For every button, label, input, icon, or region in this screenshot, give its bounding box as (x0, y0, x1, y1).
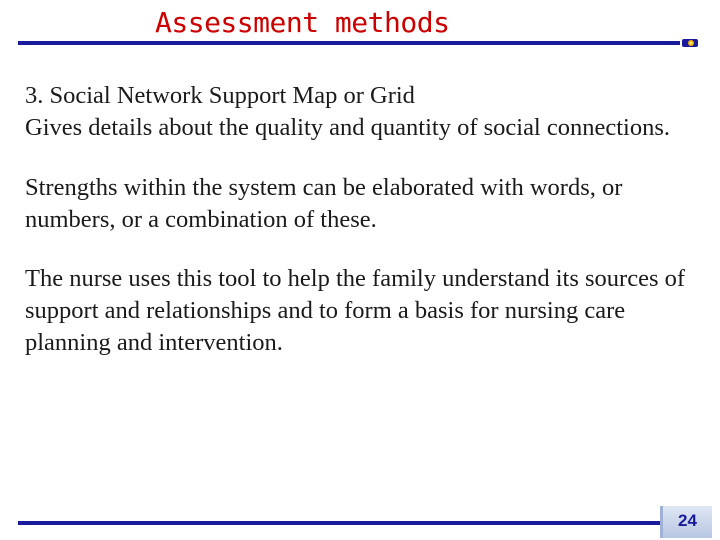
page-number-box (660, 506, 712, 538)
bottom-divider (18, 521, 660, 525)
section-heading: 3. Social Network Support Map or Grid (25, 82, 415, 109)
slide-body (25, 80, 695, 387)
top-divider (18, 41, 680, 45)
page-number: 24 (678, 511, 697, 530)
slide-bullet-icon (682, 38, 700, 48)
body-paragraph-3: The nurse uses this tool to help the family understand its sources of support and relationships and to form a basis for nursing care planning and intervention. (25, 265, 686, 357)
slide-title: Assessment methods (155, 6, 450, 39)
body-paragraph-2: Strengths within the system can be elaborated with words, or numbers, or a combination of these. (25, 173, 623, 233)
body-paragraph-1: Gives details about the quality and quantity of social connections. (25, 113, 671, 141)
